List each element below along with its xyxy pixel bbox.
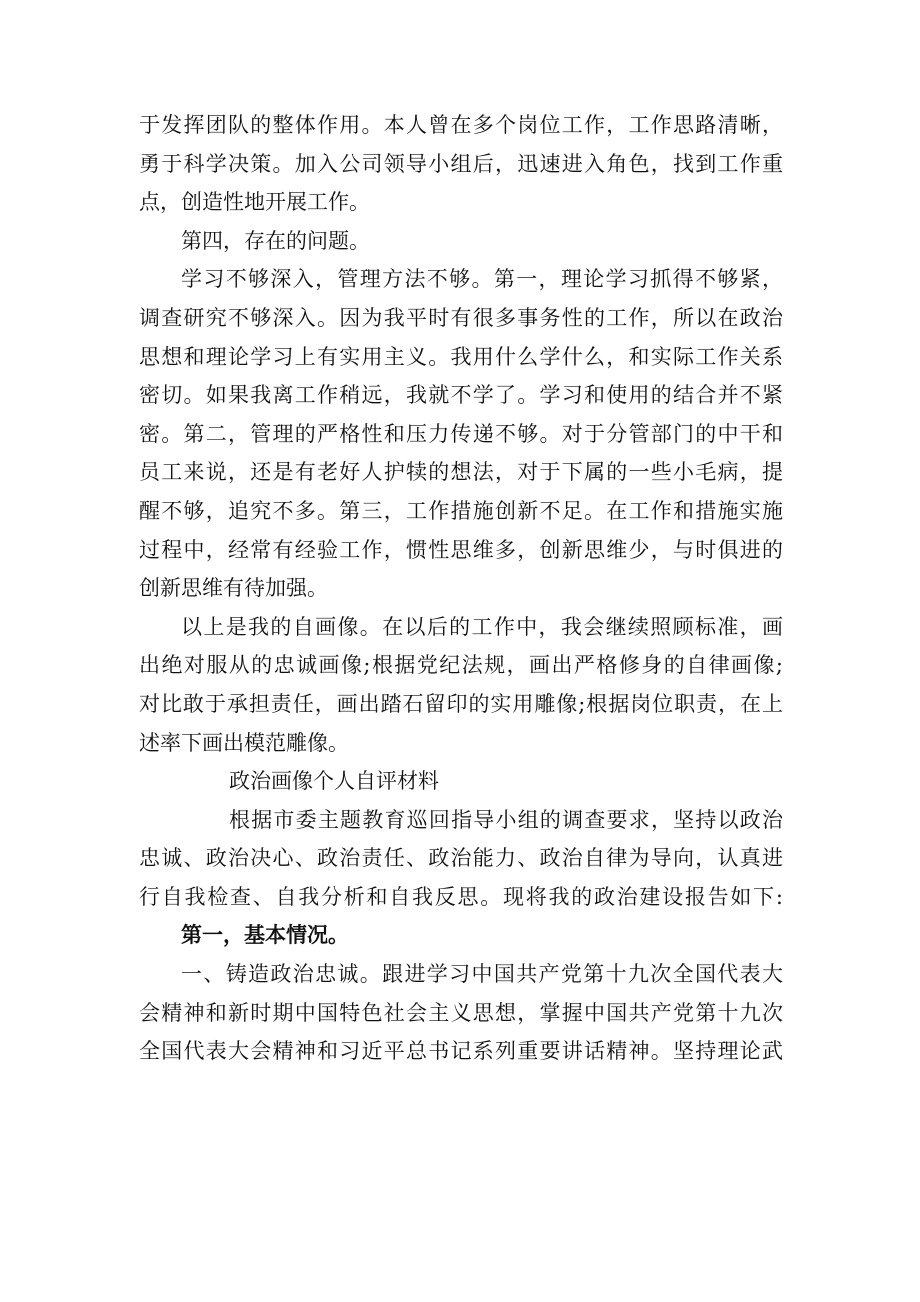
text-line: 密切。如果我离工作稍远，我就不学了。学习和使用的结合并不紧	[139, 383, 783, 408]
text-line: 密。第二，管理的严格性和压力传递不够。对于分管部门的中干和	[139, 421, 783, 446]
text-line: 全国代表大会精神和习近平总书记系列重要讲话精神。坚持理论武	[139, 1039, 783, 1064]
text-line: 根据市委主题教育巡回指导小组的调查要求，坚持以政治	[229, 807, 783, 832]
text-line: 过程中，经常有经验工作，惯性思维多，创新思维少，与时俱进的	[139, 537, 783, 562]
text-line: 以上是我的自画像。在以后的工作中，我会继续照顾标准，画	[181, 614, 783, 639]
text-line: 创新思维有待加强。	[139, 576, 328, 601]
section-heading: 第一，基本情况。	[181, 922, 349, 948]
text-line: 会精神和新时期中国特色社会主义思想，掌握中国共产党第十九次	[139, 1000, 783, 1025]
text-line: 学习不够深入，管理方法不够。第一，理论学习抓得不够紧，	[181, 267, 783, 292]
section-heading: 第四，存在的问题。	[181, 228, 370, 253]
text-line: 思想和理论学习上有实用主义。我用什么学什么，和实际工作关系	[139, 344, 783, 369]
text-line: 点，创造性地开展工作。	[139, 190, 370, 215]
text-line: 调查研究不够深入。因为我平时有很多事务性的工作，所以在政治	[139, 305, 783, 330]
text-line: 于发挥团队的整体作用。本人曾在多个岗位工作，工作思路清晰，	[139, 113, 783, 137]
text-line: 述率下画出模范雕像。	[139, 730, 349, 755]
text-line: 行自我检查、自我分析和自我反思。现将我的政治建设报告如下:	[139, 884, 783, 909]
text-line: 醒不够，追究不多。第三，工作措施创新不足。在工作和措施实施	[139, 498, 783, 523]
text-line: 勇于科学决策。加入公司领导小组后，迅速进入角色，找到工作重	[139, 151, 783, 176]
text-line: 出绝对服从的忠诚画像;根据党纪法规，画出严格修身的自律画像;	[139, 653, 783, 678]
document-title: 政治画像个人自评材料	[229, 769, 439, 794]
text-line: 员工来说，还是有老好人护犊的想法，对于下属的一些小毛病，提	[139, 460, 783, 485]
document-body	[139, 106, 783, 1071]
text-line: 对比敢于承担责任，画出踏石留印的实用雕像;根据岗位职责，在上	[139, 691, 783, 716]
text-line: 一、铸造政治忠诚。跟进学习中国共产党第十九次全国代表大	[181, 962, 783, 987]
text-line: 忠诚、政治决心、政治责任、政治能力、政治自律为导向，认真进	[139, 846, 783, 871]
